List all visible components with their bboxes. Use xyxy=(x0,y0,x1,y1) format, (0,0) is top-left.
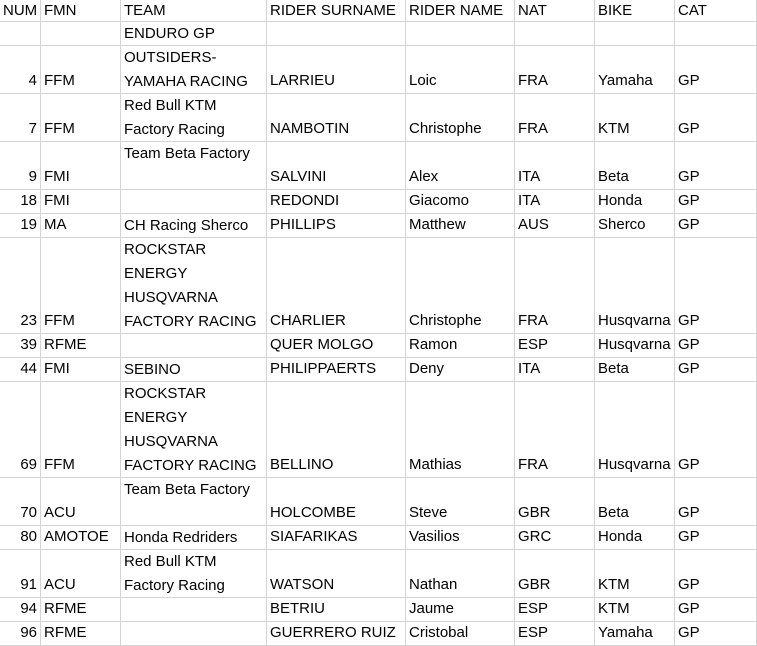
cell-value: Yamaha xyxy=(598,624,653,641)
cell-bike[interactable] xyxy=(595,190,675,214)
cell-value: BETRIU xyxy=(270,600,326,617)
cell-value: FFM xyxy=(44,120,75,137)
header-label: RIDER NAME xyxy=(409,2,504,19)
cell-value: REDONDI xyxy=(270,192,340,209)
cell-fmn[interactable] xyxy=(41,526,121,550)
cell-value: 23 xyxy=(20,312,37,329)
cell-value: GP xyxy=(678,624,700,641)
cell-bike[interactable] xyxy=(595,478,675,526)
cell-cat[interactable] xyxy=(675,190,757,214)
cell-cat[interactable] xyxy=(675,550,757,598)
cell-team[interactable] xyxy=(121,214,267,238)
cell-value: GP xyxy=(678,168,700,185)
cell-value: Alex xyxy=(409,168,439,185)
cell-rider-name[interactable] xyxy=(406,94,515,142)
cell-value xyxy=(270,22,405,45)
cell-value: Husqvarna xyxy=(598,312,671,329)
cell-nat[interactable] xyxy=(515,214,595,238)
cell-value: ITA xyxy=(518,168,541,185)
cell-value: Steve xyxy=(409,504,448,521)
cell-rider-surname[interactable] xyxy=(267,94,406,142)
cell-value: GRC xyxy=(518,528,552,545)
cell-rider-surname[interactable] xyxy=(267,598,406,622)
cell-value: Nathan xyxy=(409,576,458,593)
cell-team[interactable] xyxy=(121,526,267,550)
cell-bike[interactable] xyxy=(595,238,675,334)
cell-value: GP xyxy=(678,216,700,233)
cell-value: Matthew xyxy=(409,216,466,233)
cell-num[interactable] xyxy=(0,478,41,526)
cell-cat[interactable] xyxy=(675,526,757,550)
team-line: Team Beta Factory xyxy=(124,481,250,498)
team-line xyxy=(124,598,266,622)
cell-nat[interactable] xyxy=(515,622,595,646)
cell-value: MA xyxy=(44,216,67,233)
cell-value: Christophe xyxy=(409,312,482,329)
team-line: HUSQVARNA xyxy=(124,433,218,450)
cell-rider-name[interactable] xyxy=(406,334,515,358)
cell-value: FFM xyxy=(44,312,75,329)
cell-cat[interactable] xyxy=(675,622,757,646)
cell-value: GUERRERO RUIZ xyxy=(270,624,396,641)
cell-num[interactable] xyxy=(0,622,41,646)
cell-value: Honda xyxy=(598,192,643,209)
cell-value: RFME xyxy=(44,336,87,353)
cell-cat[interactable] xyxy=(675,382,757,478)
cell-value: ACU xyxy=(44,504,76,521)
cell-value: Beta xyxy=(598,168,629,185)
cell-value: FRA xyxy=(518,456,548,473)
cell-value: FMI xyxy=(44,168,70,185)
cell-rider-surname[interactable] xyxy=(267,526,406,550)
cell-bike[interactable] xyxy=(595,526,675,550)
team-line xyxy=(124,622,266,646)
header-label: BIKE xyxy=(598,2,633,19)
cell-value: GP xyxy=(678,576,700,593)
team-line: Honda Redriders xyxy=(124,529,238,546)
cell-cat[interactable] xyxy=(675,334,757,358)
cell-nat[interactable] xyxy=(515,334,595,358)
cell-fmn[interactable] xyxy=(41,598,121,622)
cell-fmn[interactable] xyxy=(41,142,121,190)
cell-value: SALVINI xyxy=(270,168,327,185)
cell-value: KTM xyxy=(598,576,630,593)
header-fmn[interactable] xyxy=(41,0,121,22)
cell-value: Husqvarna xyxy=(598,456,671,473)
cell-value: Christophe xyxy=(409,120,482,137)
cell-fmn[interactable] xyxy=(41,46,121,94)
cell-rider-name[interactable] xyxy=(406,358,515,382)
team-line: Factory Racing xyxy=(124,577,225,594)
cell-rider-surname[interactable] xyxy=(267,46,406,94)
cell-value: QUER MOLGO xyxy=(270,336,374,353)
cell-rider-name[interactable] xyxy=(406,526,515,550)
cell-team[interactable] xyxy=(121,238,267,334)
header-num[interactable] xyxy=(0,0,41,22)
cell-value: GP xyxy=(678,192,700,209)
cell-value: GBR xyxy=(518,504,551,521)
team-line: Red Bull KTM xyxy=(124,97,217,114)
team-line: ENDURO GP xyxy=(124,25,215,42)
cell-rider-surname[interactable] xyxy=(267,622,406,646)
cell-rider-surname[interactable] xyxy=(267,478,406,526)
cell-team[interactable] xyxy=(121,382,267,478)
cell-fmn[interactable] xyxy=(41,238,121,334)
cell-value: 7 xyxy=(28,120,37,137)
cell-rider-surname[interactable] xyxy=(267,190,406,214)
cell-bike[interactable] xyxy=(595,358,675,382)
cell-num[interactable] xyxy=(0,358,41,382)
cell-value: BELLINO xyxy=(270,456,334,473)
cell-rider-name[interactable] xyxy=(406,550,515,598)
team-line: Team Beta Factory xyxy=(124,145,250,162)
cell-value: RFME xyxy=(44,624,87,641)
cell-fmn[interactable] xyxy=(41,478,121,526)
cell-cat[interactable] xyxy=(675,22,757,46)
cell-value: Sherco xyxy=(598,216,646,233)
cell-cat[interactable] xyxy=(675,214,757,238)
team-line xyxy=(124,190,266,214)
cell-rider-surname[interactable] xyxy=(267,334,406,358)
team-line: ROCKSTAR xyxy=(124,385,207,402)
cell-rider-name[interactable] xyxy=(406,238,515,334)
cell-value: GP xyxy=(678,456,700,473)
cell-value: ESP xyxy=(518,600,549,617)
cell-value: FMI xyxy=(44,360,70,377)
cell-bike[interactable] xyxy=(595,214,675,238)
cell-cat[interactable] xyxy=(675,142,757,190)
cell-value: Deny xyxy=(409,360,445,377)
cell-nat[interactable] xyxy=(515,142,595,190)
cell-value: ITA xyxy=(518,192,541,209)
cell-value: HOLCOMBE xyxy=(270,504,356,521)
cell-bike[interactable] xyxy=(595,22,675,46)
cell-team[interactable] xyxy=(121,478,267,526)
cell-num[interactable] xyxy=(0,94,41,142)
cell-fmn[interactable] xyxy=(41,190,121,214)
cell-value: GBR xyxy=(518,576,551,593)
cell-value: CHARLIER xyxy=(270,312,346,329)
cell-nat[interactable] xyxy=(515,46,595,94)
team-line: Red Bull KTM xyxy=(124,553,217,570)
cell-num[interactable] xyxy=(0,238,41,334)
cell-fmn[interactable] xyxy=(41,550,121,598)
cell-fmn[interactable] xyxy=(41,334,121,358)
cell-value: SIAFARIKAS xyxy=(270,528,358,545)
cell-value: Cristobal xyxy=(409,624,469,641)
cell-fmn[interactable] xyxy=(41,94,121,142)
cell-num[interactable] xyxy=(0,46,41,94)
cell-fmn[interactable] xyxy=(41,382,121,478)
team-line: Factory Racing xyxy=(124,121,225,138)
cell-value: AUS xyxy=(518,216,549,233)
cell-rider-surname[interactable] xyxy=(267,22,406,46)
cell-nat[interactable] xyxy=(515,22,595,46)
cell-nat[interactable] xyxy=(515,598,595,622)
cell-value: RFME xyxy=(44,600,87,617)
cell-value xyxy=(409,22,514,45)
cell-cat[interactable] xyxy=(675,94,757,142)
cell-nat[interactable] xyxy=(515,94,595,142)
header-cat[interactable] xyxy=(675,0,757,22)
cell-bike[interactable] xyxy=(595,550,675,598)
cell-bike[interactable] xyxy=(595,94,675,142)
cell-value: Yamaha xyxy=(598,72,653,89)
cell-value: GP xyxy=(678,120,700,137)
cell-rider-surname[interactable] xyxy=(267,238,406,334)
cell-value: 9 xyxy=(28,168,37,185)
cell-value: GP xyxy=(678,504,700,521)
cell-rider-name[interactable] xyxy=(406,46,515,94)
cell-value: PHILLIPS xyxy=(270,216,336,233)
cell-team[interactable] xyxy=(121,46,267,94)
cell-team[interactable] xyxy=(121,190,267,214)
cell-num[interactable] xyxy=(0,214,41,238)
team-line: FACTORY RACING xyxy=(124,313,257,330)
header-team[interactable] xyxy=(121,0,267,22)
cell-value: FRA xyxy=(518,312,548,329)
header-bike[interactable] xyxy=(595,0,675,22)
cell-value: 69 xyxy=(20,456,37,473)
cell-fmn[interactable] xyxy=(41,22,121,46)
cell-value: Vasilios xyxy=(409,528,460,545)
cell-value: Giacomo xyxy=(409,192,470,209)
team-line xyxy=(124,334,266,358)
cell-value: FFM xyxy=(44,456,75,473)
cell-rider-name[interactable] xyxy=(406,190,515,214)
cell-team[interactable] xyxy=(121,142,267,190)
cell-value: GP xyxy=(678,336,700,353)
cell-rider-surname[interactable] xyxy=(267,214,406,238)
cell-bike[interactable] xyxy=(595,598,675,622)
team-line: SEBINO xyxy=(124,361,181,378)
cell-value: FMI xyxy=(44,192,70,209)
cell-value: KTM xyxy=(598,120,630,137)
header-label: TEAM xyxy=(124,2,166,19)
team-line: YAMAHA RACING xyxy=(124,73,248,90)
cell-rider-name[interactable] xyxy=(406,142,515,190)
team-line: OUTSIDERS- xyxy=(124,49,217,66)
cell-value: KTM xyxy=(598,600,630,617)
cell-num[interactable] xyxy=(0,550,41,598)
cell-rider-name[interactable] xyxy=(406,622,515,646)
cell-value xyxy=(678,22,756,45)
cell-value: 70 xyxy=(20,504,37,521)
team-line: FACTORY RACING xyxy=(124,457,257,474)
cell-num[interactable] xyxy=(0,598,41,622)
cell-nat[interactable] xyxy=(515,238,595,334)
cell-cat[interactable] xyxy=(675,46,757,94)
cell-team[interactable] xyxy=(121,334,267,358)
cell-fmn[interactable] xyxy=(41,358,121,382)
cell-value: ESP xyxy=(518,336,549,353)
cell-value: FFM xyxy=(44,72,75,89)
cell-value: Ramon xyxy=(409,336,458,353)
cell-value: Beta xyxy=(598,504,629,521)
cell-value: 18 xyxy=(20,192,37,209)
cell-value: FRA xyxy=(518,72,548,89)
cell-value: WATSON xyxy=(270,576,335,593)
header-nat[interactable] xyxy=(515,0,595,22)
cell-nat[interactable] xyxy=(515,478,595,526)
cell-nat[interactable] xyxy=(515,358,595,382)
cell-team[interactable] xyxy=(121,622,267,646)
cell-rider-surname[interactable] xyxy=(267,358,406,382)
cell-value: GP xyxy=(678,72,700,89)
cell-value: Beta xyxy=(598,360,629,377)
team-line: ROCKSTAR xyxy=(124,241,207,258)
cell-cat[interactable] xyxy=(675,238,757,334)
cell-nat[interactable] xyxy=(515,526,595,550)
cell-bike[interactable] xyxy=(595,46,675,94)
cell-value: NAMBOTIN xyxy=(270,120,350,137)
team-line: HUSQVARNA xyxy=(124,289,218,306)
cell-value: ITA xyxy=(518,360,541,377)
cell-rider-name[interactable] xyxy=(406,382,515,478)
cell-fmn[interactable] xyxy=(41,214,121,238)
cell-value: 96 xyxy=(20,624,37,641)
cell-value: GP xyxy=(678,312,700,329)
cell-fmn[interactable] xyxy=(41,622,121,646)
cell-rider-surname[interactable] xyxy=(267,142,406,190)
cell-value xyxy=(598,22,674,45)
cell-value: Husqvarna xyxy=(598,336,671,353)
cell-value: GP xyxy=(678,360,700,377)
cell-team[interactable] xyxy=(121,94,267,142)
cell-num[interactable] xyxy=(0,334,41,358)
cell-rider-surname[interactable] xyxy=(267,382,406,478)
header-label: CAT xyxy=(678,2,707,19)
cell-value xyxy=(518,22,594,45)
cell-bike[interactable] xyxy=(595,334,675,358)
cell-value: LARRIEU xyxy=(270,72,336,89)
cell-value xyxy=(44,22,120,45)
cell-value: 91 xyxy=(20,576,37,593)
cell-cat[interactable] xyxy=(675,598,757,622)
team-line: CH Racing Sherco xyxy=(124,217,249,234)
cell-value: 4 xyxy=(28,72,37,89)
cell-num[interactable] xyxy=(0,382,41,478)
cell-value: GP xyxy=(678,600,700,617)
cell-nat[interactable] xyxy=(515,382,595,478)
cell-num[interactable] xyxy=(0,526,41,550)
cell-value: AMOTOE xyxy=(44,528,109,545)
cell-bike[interactable] xyxy=(595,382,675,478)
header-rider-name[interactable] xyxy=(406,0,515,22)
cell-bike[interactable] xyxy=(595,622,675,646)
cell-rider-name[interactable] xyxy=(406,478,515,526)
cell-value: Mathias xyxy=(409,456,462,473)
cell-rider-name[interactable] xyxy=(406,214,515,238)
cell-value: 39 xyxy=(20,336,37,353)
cell-value: Loic xyxy=(409,72,437,89)
team-line: ENERGY xyxy=(124,409,188,426)
header-label: NAT xyxy=(518,2,547,19)
cell-value: 80 xyxy=(20,528,37,545)
cell-value: ACU xyxy=(44,576,76,593)
cell-team[interactable] xyxy=(121,598,267,622)
cell-team[interactable] xyxy=(121,358,267,382)
cell-rider-surname[interactable] xyxy=(267,550,406,598)
cell-value: PHILIPPAERTS xyxy=(270,360,377,377)
cell-cat[interactable] xyxy=(675,478,757,526)
cell-team[interactable] xyxy=(121,22,267,46)
cell-value: ESP xyxy=(518,624,549,641)
cell-team[interactable] xyxy=(121,550,267,598)
header-label: NUM xyxy=(3,2,38,19)
cell-rider-name[interactable] xyxy=(406,598,515,622)
header-label: RIDER SURNAME xyxy=(270,2,396,19)
cell-value: Jaume xyxy=(409,600,455,617)
cell-num[interactable] xyxy=(0,190,41,214)
cell-value xyxy=(0,22,37,45)
cell-num[interactable] xyxy=(0,22,41,46)
cell-value: GP xyxy=(678,528,700,545)
header-label: FMN xyxy=(44,2,77,19)
cell-cat[interactable] xyxy=(675,358,757,382)
cell-value: 94 xyxy=(20,600,37,617)
cell-value: FRA xyxy=(518,120,548,137)
cell-bike[interactable] xyxy=(595,142,675,190)
header-rider-surname[interactable] xyxy=(267,0,406,22)
team-line: ENERGY xyxy=(124,265,188,282)
cell-nat[interactable] xyxy=(515,550,595,598)
cell-value: 44 xyxy=(20,360,37,377)
cell-nat[interactable] xyxy=(515,190,595,214)
cell-value: 19 xyxy=(20,216,37,233)
cell-value: Honda xyxy=(598,528,643,545)
cell-rider-name[interactable] xyxy=(406,22,515,46)
cell-num[interactable] xyxy=(0,142,41,190)
